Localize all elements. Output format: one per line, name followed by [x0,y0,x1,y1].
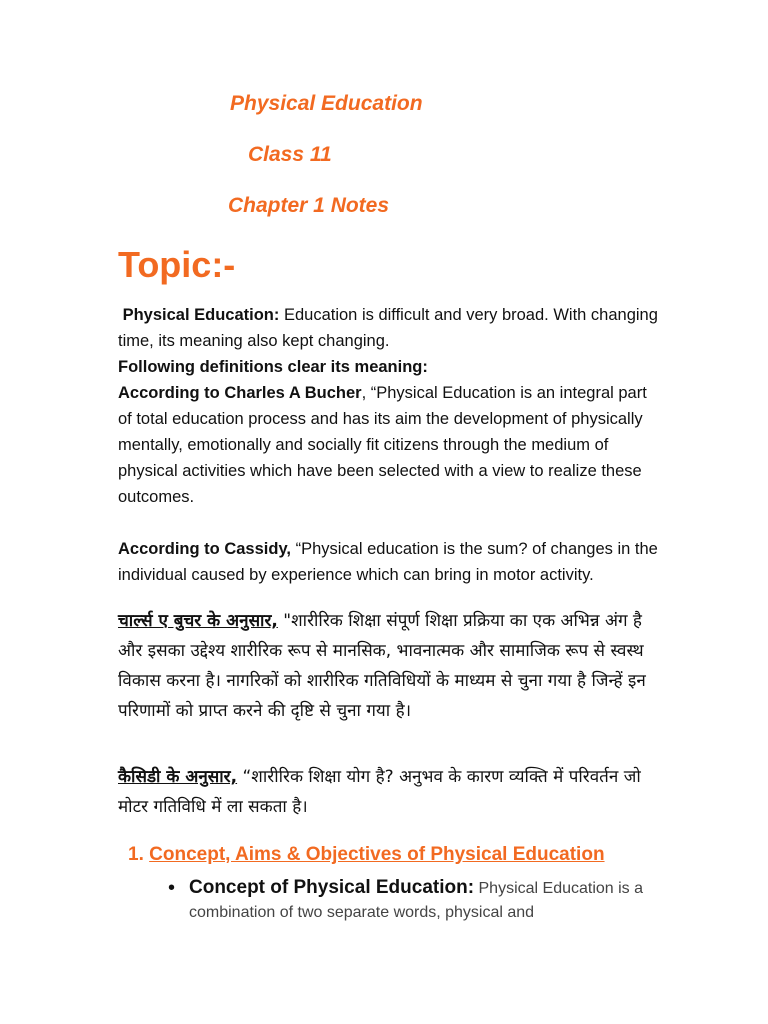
bullet-text: Physical Education is a combination of two separate words, physical and [189,880,644,921]
list-item [168,876,648,925]
topic-heading: Topic:- [118,244,236,285]
section-title: Concept, Aims & Objectives of Physical Education [149,844,605,865]
hindi-bucher-definition: "शारीरिक शिक्षा संपूर्ण शिक्षा प्रक्रिया का एक अभिन्न अंग है और इसका उद्देश्य शारीरिक रूप से मानसिक, भावनात्मक और सामाजिक रूप से स्वस्थ विकास करना है। नागरिकों को शारीरिक गतिविधियों के माध्यम से चुना गया है जिन्हें इन परिणामों को प्राप्त करने की दृष्टि से चुना गया है। [118,611,646,721]
section-heading [128,844,605,866]
bullet-icon: • [168,877,176,899]
hindi-bucher-label: चार्ल्स ए बुचर के अनुसार, [118,611,278,631]
intro-paragraph [118,302,658,510]
bucher-definition: , “Physical Education is an integral part of total education process and has its aim the development of physically mentally, emotionally and socially fit citizens through the medium of physical activities which have been selected with a view to realize these outcomes. [118,384,647,506]
intro-term: Physical Education: [122,306,280,324]
bucher-label: According to Charles A Bucher [118,384,362,402]
intro-text: Education is difficult and very broad. With changing time, its meaning also kept changing. [118,306,658,350]
class-label: Class 11 [248,143,332,166]
cassidy-label: According to Cassidy, [118,540,291,558]
chapter-label: Chapter 1 Notes [228,194,390,217]
definitions-heading: Following definitions clear its meaning: [118,358,428,376]
document-title: Physical Education [230,92,423,115]
section-number: 1. [128,844,144,865]
hindi-cassidy-definition: “शारीरिक शिक्षा योग है? अनुभव के कारण व्यक्ति में परिवर्तन जो मोटर गतिविधि में ला सकता है। [118,767,641,817]
hindi-cassidy-label: कैसिडी के अनुसार, [118,767,238,787]
cassidy-paragraph [118,536,658,588]
cassidy-definition: “Physical education is the sum? of changes in the individual caused by experience which can bring in motor activity. [118,540,658,584]
bullet-heading: Concept of Physical Education: [189,877,475,898]
hindi-bucher-paragraph [118,606,658,726]
hindi-cassidy-paragraph [118,762,658,822]
